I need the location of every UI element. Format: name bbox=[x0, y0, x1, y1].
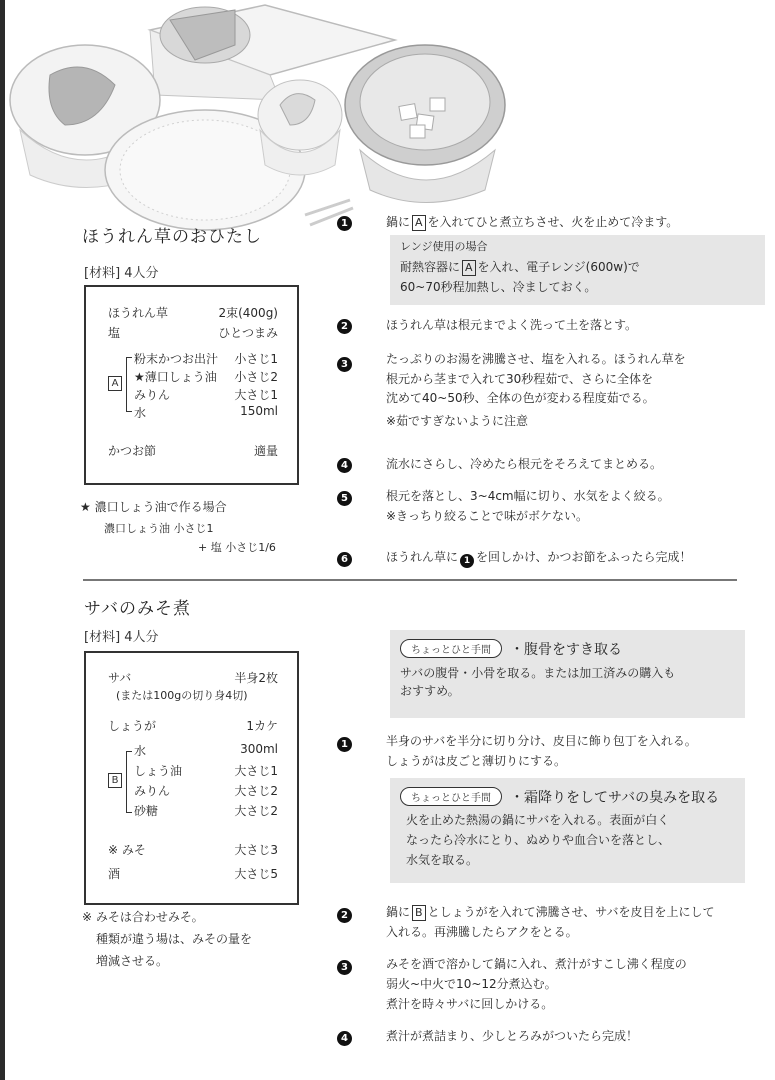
recipe2-miso-note: ※ みそは合わせみそ。 種類が違う場は、みその量を 増減させる。 bbox=[82, 910, 253, 968]
step-number-1: 1 bbox=[337, 737, 352, 752]
step-number-2: 2 bbox=[337, 908, 352, 923]
recipe2-step-1: 半身のサバを半分に切り分け、皮目に飾り包丁を入れる。 しょうがは皮ごと薄切りにする。 bbox=[386, 734, 697, 768]
recipe2-ingredients-box: サバ 半身2枚 (または100gの切り身4切) しょうが 1カケ B 水 300ml しょう油 大さじ1 みりん 大さじ2 砂糖 大さじ2 ※ みそ 大さじ3 酒 大さじ5 bbox=[84, 651, 299, 905]
tip-box-blanch-mackerel: ちょっとひと手間 ・霜降りをしてサバの臭みを取る 火を止めた熱湯の鍋にサバを入れる。表面が白く なったら冷水にとり、ぬめりや血合いを落とし、 水気を取る。 bbox=[390, 778, 745, 883]
step-number-3: 3 bbox=[337, 960, 352, 975]
step-number-2: 2 bbox=[337, 319, 352, 334]
recipe1-note: ★ 濃口しょう油で作る場合 濃口しょう油 小さじ1 + 塩 小さじ1/6 bbox=[80, 500, 276, 554]
recipe2-step-3: みそを酒で溶かして鍋に入れ、煮汁がすこし沸く程度の 弱火~中火で10~12分煮込む。 煮汁を時々サバに回しかける。 bbox=[386, 957, 687, 1011]
step-number-5: 5 bbox=[337, 491, 352, 506]
meal-illustration-drawing bbox=[5, 0, 525, 235]
meal-illustration bbox=[5, 0, 525, 235]
step-number-6: 6 bbox=[337, 552, 352, 567]
group-bracket bbox=[126, 751, 132, 813]
recipe1-step-6: ほうれん草に 1 を回しかけ、かつお節をふったら完成！ bbox=[386, 550, 692, 566]
microwave-alternative-box: レンジ使用の場合 耐熱容器に A を入れ、電子レンジ(600w)で 60~70秒程加熱し、冷ましておく。 bbox=[390, 235, 765, 305]
recipe2-servings: [材料] 4人分 bbox=[84, 630, 159, 645]
group-label-a: A bbox=[108, 376, 122, 391]
recipe2-title: サバのみそ煮 bbox=[84, 599, 191, 619]
recipe1-title: ほうれん草のおひたし bbox=[82, 227, 262, 247]
recipe1-servings: [材料] 4人分 bbox=[84, 266, 159, 281]
extra-step-badge: ちょっとひと手間 bbox=[400, 639, 502, 658]
recipe2-step-4: 煮汁が煮詰まり、少しとろみがついたら完成！ bbox=[386, 1029, 639, 1043]
tip-title: ・霜降りをしてサバの臭みを取る bbox=[510, 789, 720, 806]
extra-step-badge: ちょっとひと手間 bbox=[400, 787, 502, 806]
tip-box-remove-rib-bones: ちょっとひと手間 ・腹骨をすき取る サバの腹骨・小骨を取る。または加工済みの購入も おすすめ。 bbox=[390, 630, 745, 718]
recipe1-step-5: 根元を落とし、3~4cm幅に切り、水気をよく絞る。 ※きっちり絞ることで味がボケない。 bbox=[386, 489, 670, 523]
group-bracket bbox=[126, 357, 132, 412]
step-number-1: 1 bbox=[337, 216, 352, 231]
recipe2-step-2: 鍋に B としょうがを入れて沸騰させ、サバを皮目を上にして 入れる。再沸騰したらアクをとる。 bbox=[386, 905, 715, 939]
recipe1-step-2: ほうれん草は根元までよく洗って土を落とす。 bbox=[386, 318, 638, 332]
recipe1-ingredients-box: ほうれん草 2束(400g) 塩 ひとつまみ A 粉末かつお出汁 小さじ1 ★薄口しょう油 小さじ2 みりん 大さじ1 水 150ml かつお節 適量 bbox=[84, 285, 299, 485]
tip-title: ・腹骨をすき取る bbox=[510, 641, 622, 658]
recipe1-step-3: たっぷりのお湯を沸騰させ、塩を入れる。ほうれん草を 根元から茎まで入れて30秒程茹で、さらに全体を 沈めて40~50秒、全体の色が変わる程度茹でる。 ※茹ですぎないように注意 bbox=[386, 352, 686, 428]
step-number-3: 3 bbox=[337, 357, 352, 372]
ingredient-group-a-ref: A bbox=[462, 260, 476, 276]
step-number-4: 4 bbox=[337, 1031, 352, 1046]
recipe1-step-1: 鍋に A を入れてひと煮立ちさせ、火を止めて冷ます。 bbox=[386, 215, 679, 229]
step-1-reference: 1 bbox=[460, 554, 474, 568]
ingredient-group-b-ref: B bbox=[412, 905, 426, 921]
step-number-4: 4 bbox=[337, 458, 352, 473]
ingredient-group-a-ref: A bbox=[412, 215, 426, 231]
recipe1-step-4: 流水にさらし、冷めたら根元をそろえてまとめる。 bbox=[386, 457, 663, 471]
group-label-b: B bbox=[108, 773, 122, 788]
recipe-separator bbox=[83, 579, 737, 581]
